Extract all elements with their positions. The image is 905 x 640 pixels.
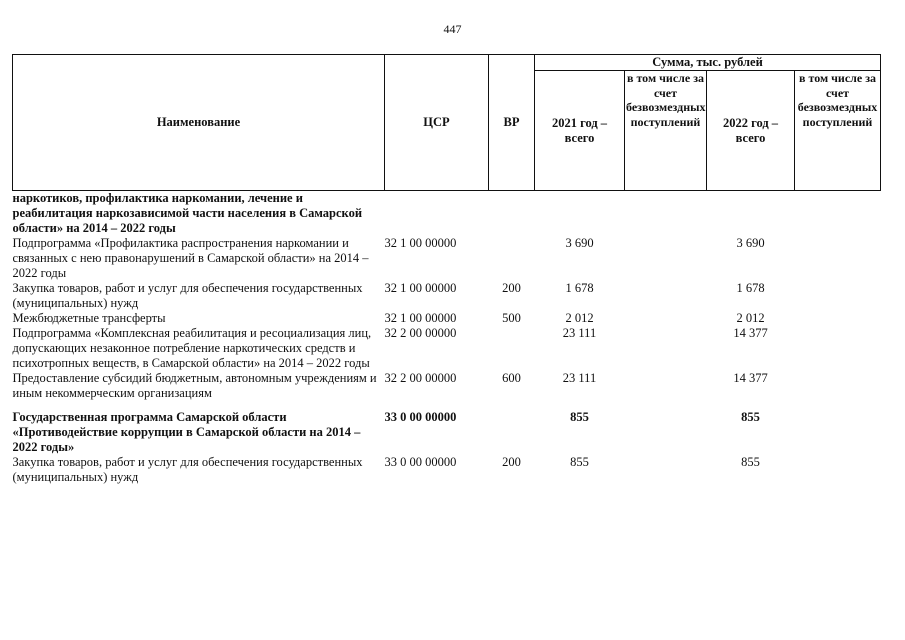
table-row [13, 281, 881, 311]
row-2021-free [625, 281, 707, 311]
row-name: наркотиков, профилактика наркомании, лечение и реабилитация наркозависимой части населения в Самарской области» на 2014 – 2022 годы [12, 191, 363, 235]
row-2022-free [795, 326, 881, 371]
row-2022-free [795, 236, 881, 281]
row-2022-free [795, 401, 881, 455]
row-csr: 33 0 00 00000 [384, 455, 457, 469]
table-row [13, 401, 881, 455]
row-2021-total: 2 012 [565, 311, 594, 325]
row-vr [489, 401, 535, 455]
row-2022-free [795, 311, 881, 326]
row-2022-total: 855 [741, 410, 760, 424]
header-2021-total: 2021 год – всего [535, 71, 625, 191]
row-csr [385, 191, 489, 237]
table-row [13, 326, 881, 371]
row-2021-total: 855 [570, 455, 589, 469]
row-name: Закупка товаров, работ и услуг для обеспечения государственных (муниципальных) нужд [12, 281, 363, 310]
row-csr: 32 1 00 00000 [384, 281, 457, 295]
page-number: 447 [443, 22, 462, 36]
row-2021-free [625, 326, 707, 371]
row-2022-total: 14 377 [733, 371, 768, 385]
row-2021-free [625, 455, 707, 485]
row-2022-total: 3 690 [736, 236, 765, 250]
row-2021-total: 23 111 [562, 326, 597, 340]
row-csr: 33 0 00 00000 [384, 410, 457, 424]
row-2021-free [625, 371, 707, 401]
row-csr: 32 2 00 00000 [384, 371, 457, 385]
row-name: Подпрограмма «Профилактика распространения наркомании и связанных с нею правонарушений в Самарской области» на 2014 – 2022 годы [12, 236, 369, 280]
table-row [13, 455, 881, 485]
header-sum-group: Сумма, тыс. рублей [535, 55, 881, 71]
table-row [13, 236, 881, 281]
row-vr: 200 [502, 281, 521, 295]
row-vr [489, 236, 535, 281]
row-2021-total: 23 111 [562, 371, 597, 385]
row-2021-total: 855 [570, 410, 589, 424]
budget-table [12, 54, 881, 485]
row-2022-free [795, 281, 881, 311]
row-2022-total: 14 377 [733, 326, 768, 340]
row-csr: 32 1 00 00000 [384, 311, 457, 325]
row-2022-free [795, 455, 881, 485]
header-vr: ВР [489, 55, 535, 191]
row-2022-total [707, 191, 795, 237]
row-2022-total: 855 [741, 455, 760, 469]
row-name: Государственная программа Самарской области «Противодействие коррупции в Самарской области на 2014 – 2022 годы» [12, 410, 361, 454]
row-2021-total: 3 690 [565, 236, 594, 250]
table-body [13, 191, 881, 486]
header-name: Наименование [13, 55, 385, 191]
row-name: Закупка товаров, работ и услуг для обеспечения государственных (муниципальных) нужд [12, 455, 363, 484]
row-2021-free [625, 311, 707, 326]
table-row [13, 371, 881, 401]
row-vr [489, 326, 535, 371]
row-csr: 32 1 00 00000 [384, 236, 457, 250]
row-2021-free [625, 236, 707, 281]
row-name: Межбюджетные трансферты [12, 311, 166, 325]
row-2021-free [625, 191, 707, 237]
row-vr: 500 [502, 311, 521, 325]
header-csr: ЦСР [385, 55, 489, 191]
row-name: Подпрограмма «Комплексная реабилитация и ресоциализация лиц, допускающих незаконное потребление наркотических средств и психотропных веществ, в Самарской области» на 2014 – 2022 годы [12, 326, 372, 370]
row-2022-free [795, 191, 881, 237]
row-vr: 200 [502, 455, 521, 469]
row-2021-total: 1 678 [565, 281, 594, 295]
header-2022-total: 2022 год – всего [707, 71, 795, 191]
row-2022-total: 1 678 [736, 281, 765, 295]
table-header [13, 55, 881, 191]
row-2021-free [625, 401, 707, 455]
row-name: Предоставление субсидий бюджетным, автономным учреждениям и иным некоммерческим организациям [12, 371, 377, 400]
header-2022-free: в том числе за счет безвозмездных поступлений [795, 71, 881, 191]
row-csr: 32 2 00 00000 [384, 326, 457, 340]
row-vr: 600 [502, 371, 521, 385]
row-vr [489, 191, 535, 237]
row-2021-total [535, 191, 625, 237]
table-row [13, 311, 881, 326]
table-row [13, 191, 881, 237]
row-2022-free [795, 371, 881, 401]
header-2021-free: в том числе за счет безвозмездных поступлений [625, 71, 707, 191]
row-2022-total: 2 012 [736, 311, 765, 325]
